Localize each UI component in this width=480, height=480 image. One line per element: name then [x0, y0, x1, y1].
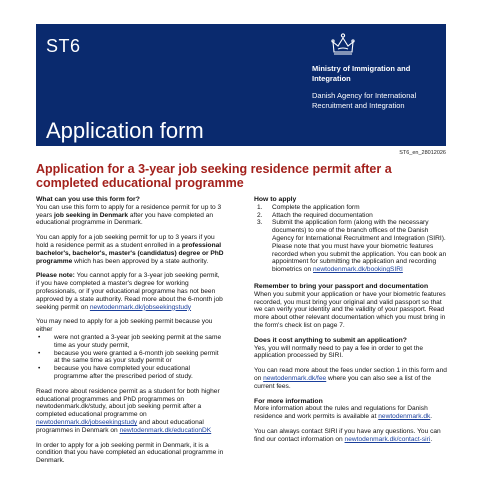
paragraph-need-intro: You may need to apply for a job seeking permit because you either: [36, 318, 213, 334]
section-heading-how: How to apply: [254, 196, 297, 203]
newtodenmark-link[interactable]: newtodenmark.dk: [378, 413, 431, 421]
steps-list: [254, 204, 450, 274]
list-item: • because you were granted a 6-month job seeking permit at the same time as your study permit or: [36, 350, 224, 366]
booking-siri-link[interactable]: newtodenmark.dk/bookingSIRI: [313, 266, 403, 274]
form-title: Application form: [46, 118, 204, 143]
document-title: Application for a 3-year job seeking residence permit after a completed educational programme: [36, 162, 392, 190]
paragraph-read-more: Read more about residence permit as a student for both higher educational programmes and PhD programmes on newtodenmark.dk/study, about job seeking permit after a completed educational programme on newtodenmark.dk/jobseekingstudy and about educational programmes in Denmark on newtodenmark.dk/educationDK: [36, 387, 220, 434]
paragraph-cost: Yes, you will normally need to pay a fee in order to get the application processed by SIRI.: [254, 344, 424, 360]
contact-siri-link[interactable]: newtodenmark.dk/contact-siri: [344, 435, 431, 443]
section-heading-more-info: For more information: [254, 397, 323, 405]
agency-name: Danish Agency for International Recruitment and Integration: [312, 91, 417, 110]
crown-icon: [329, 32, 357, 58]
educationdk-link[interactable]: newtodenmark.dk/educationDK: [119, 426, 212, 434]
list-item: 2. Attach the required documentation: [257, 211, 373, 219]
list-item: • were not granted a 3-year job seeking permit at the same time as your study permit,: [36, 334, 224, 350]
list-item: • because you have completed your educational programme after the prescribed period of study.: [36, 365, 224, 381]
right-column: [254, 196, 450, 451]
paragraph-more-info: More information about the rules and regulations for Danish residence and work permits is available at newtodenmark.dk.: [254, 405, 433, 421]
form-code: ST6: [46, 36, 81, 56]
fee-link[interactable]: newtodenmark.dk/fee: [263, 374, 327, 382]
paragraph-what-2: You can apply for a job seeking permit for up to 3 years if you hold a residence permit as a student enrolled in a professional bachelor's, bachelor's, master's (candidatus) degree or PhD programme which has been approved by a state authority.: [36, 234, 224, 265]
section-heading-passport: Remember to bring your passport and documentation: [254, 282, 429, 290]
left-column: [36, 196, 224, 472]
reasons-list: [36, 334, 224, 381]
list-item: 3. Submit the application form (along with the necessary documents) to one of the branch offices of the Danish Agency for International Recruitment and Integration (SIRI). Please note that you must have your biometric features recorded when you submit the application. You can book an appointment for submitting the application and recording biometrics on newtodenmark.dk/bookingSIRI: [257, 219, 447, 274]
jobseekingstudy-link[interactable]: newtodenmark.dk/jobseekingstudy: [89, 303, 192, 311]
paragraph-condition: In order to apply for a job seeking permit in Denmark, it is a condition that you have completed an educational programme in Denmark.: [36, 441, 224, 465]
paragraph-fees: You can read more about the fees under section 1 in this form and on newtodenmark.dk/fee where you can also see a list of the current fees.: [254, 367, 447, 390]
section-heading-cost: Does it cost anything to submit an application?: [254, 336, 407, 344]
paragraph-what-1: You can use this form to apply for a residence permit for up to 3 years job seeking in Denmark after you have completed an educational programme in Denmark.: [36, 203, 222, 227]
paragraph-passport: When you submit your application or have your biometric features recorded, you must bring your original and valid passport so that we can verify your identity and the validity of your passport. Read more about other relevant documentation which you must bring in the form's check list on page 7.: [254, 290, 446, 329]
header-banner: [36, 24, 446, 146]
section-heading-what: What can you use this form for?: [36, 196, 140, 203]
jobseekingstudy-link-2[interactable]: newtodenmark.dk/jobseekingstudy: [36, 418, 138, 426]
ministry-name: Ministry of Immigration and Integration: [312, 64, 411, 83]
form-reference: ST6_en_28012026: [399, 150, 446, 156]
paragraph-note: Please note: You cannot apply for a 3-year job seeking permit, if you have completed a master's degree for working professionals, or if your educational programme has not been approved by a state authority. Read more about the 6-month job seeking permit on newtodenmark.dk/jobseekingstudy: [36, 272, 223, 311]
list-item: 1. Complete the application form: [257, 203, 360, 211]
paragraph-contact: You can always contact SIRI if you have any questions. You can find our contact information on newtodenmark.dk/contact-siri.: [254, 427, 441, 443]
